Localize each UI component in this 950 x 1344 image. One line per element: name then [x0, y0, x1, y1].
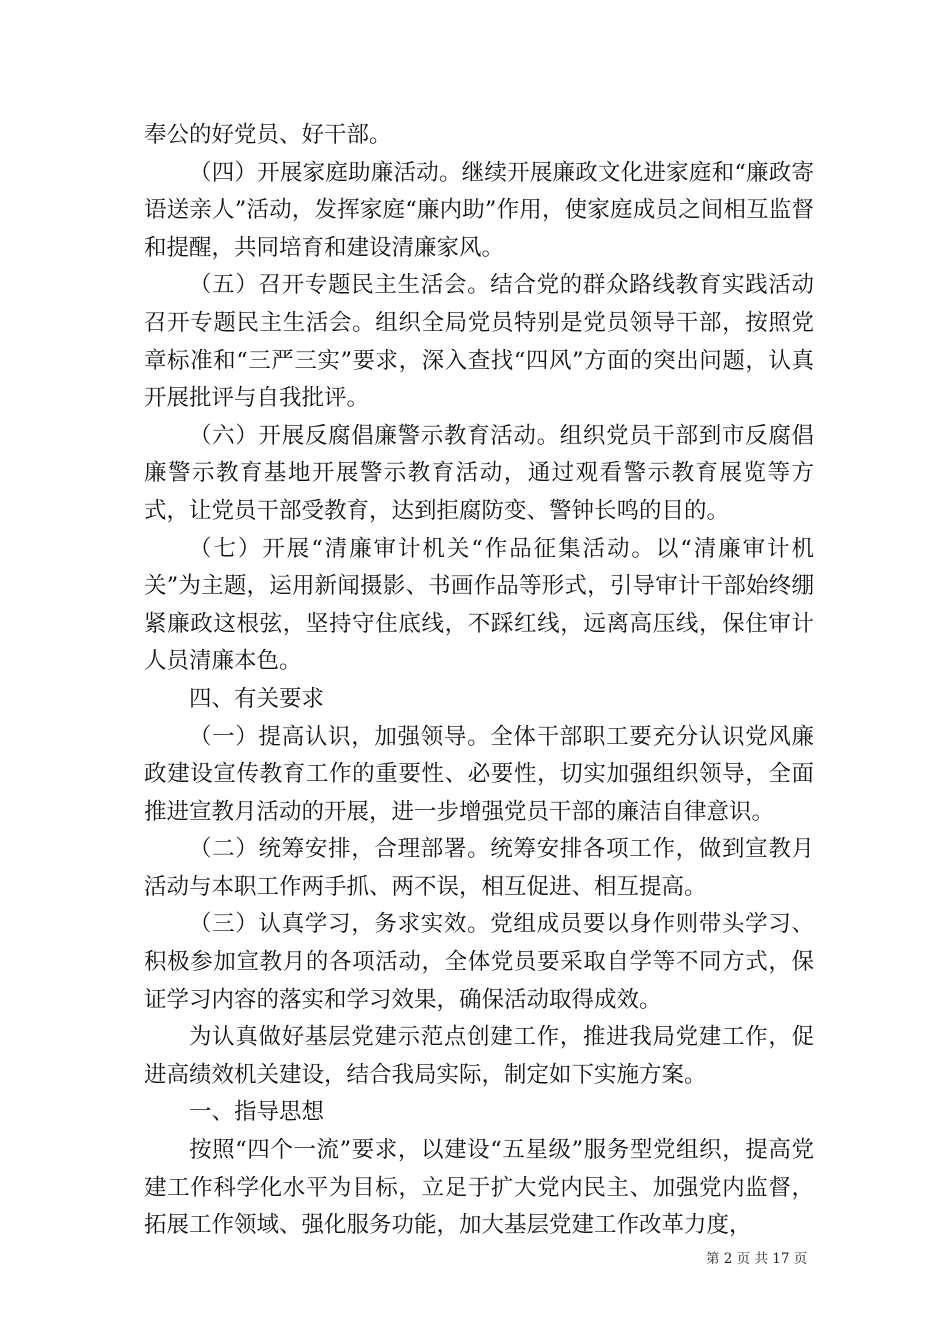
- paragraph-requirement-3: （三）认真学习，务求实效。党组成员要以身作则带头学习、积极参加宣教月的各项活动，全体党员要采取自学等不同方式，保证学习内容的落实和学习效果，确保活动取得成效。: [144, 911, 814, 1013]
- paragraph-item-6: （六）开展反腐倡廉警示教育活动。组织党员干部到市反腐倡廉警示教育基地开展警示教育活动，通过观看警示教育展览等方式，让党员干部受教育，达到拒腐防变、警钟长鸣的目的。: [144, 422, 814, 524]
- paragraph-item-5: （五）召开专题民主生活会。结合党的群众路线教育实践活动召开专题民主生活会。组织全局党员特别是党员领导干部，按照党章标准和“三严三实”要求，深入查找“四风”方面的突出问题，认真开展批评与自我批评。: [144, 272, 814, 412]
- paragraph-item-4: （四）开展家庭助廉活动。继续开展廉政文化进家庭和“廉政寄语送亲人”活动，发挥家庭“廉内助”作用，使家庭成员之间相互监督和提醒，共同培育和建设清廉家风。: [144, 159, 814, 261]
- paragraph-intro: 为认真做好基层党建示范点创建工作，推进我局党建工作，促进高绩效机关建设，结合我局实际，制定如下实施方案。: [144, 1024, 814, 1088]
- section-heading-requirements: 四、有关要求: [189, 685, 325, 712]
- document-body: [144, 117, 814, 1245]
- section-heading-guiding-thought: 一、指导思想: [189, 1099, 325, 1126]
- paragraph-continuation: 奉公的好党员、好干部。: [144, 122, 392, 148]
- page-number-footer: 第 2 页 共 17 页: [706, 1251, 808, 1267]
- paragraph-requirement-2: （二）统筹安排，合理部署。统筹安排各项工作，做到宣教月活动与本职工作两手抓、两不误，相互促进、相互提高。: [144, 836, 814, 900]
- paragraph-requirement-1: （一）提高认识，加强领导。全体干部职工要充分认识党风廉政建设宣传教育工作的重要性、必要性，切实加强组织领导，全面推进宣教月活动的开展，进一步增强党员干部的廉洁自律意识。: [144, 723, 814, 825]
- paragraph-item-7: （七）开展“清廉审计机关“作品征集活动。以“清廉审计机关”为主题，运用新闻摄影、书画作品等形式，引导审计干部始终绷紧廉政这根弦，坚持守住底线，不踩红线，远离高压线，保住审计人员清廉本色。: [144, 535, 814, 675]
- paragraph-guiding-thought: 按照“四个一流”要求，以建设“五星级”服务型党组织，提高党建工作科学化水平为目标，立足于扩大党内民主、加强党内监督，拓展工作领域、强化服务功能，加大基层党建工作改革力度，: [144, 1137, 814, 1239]
